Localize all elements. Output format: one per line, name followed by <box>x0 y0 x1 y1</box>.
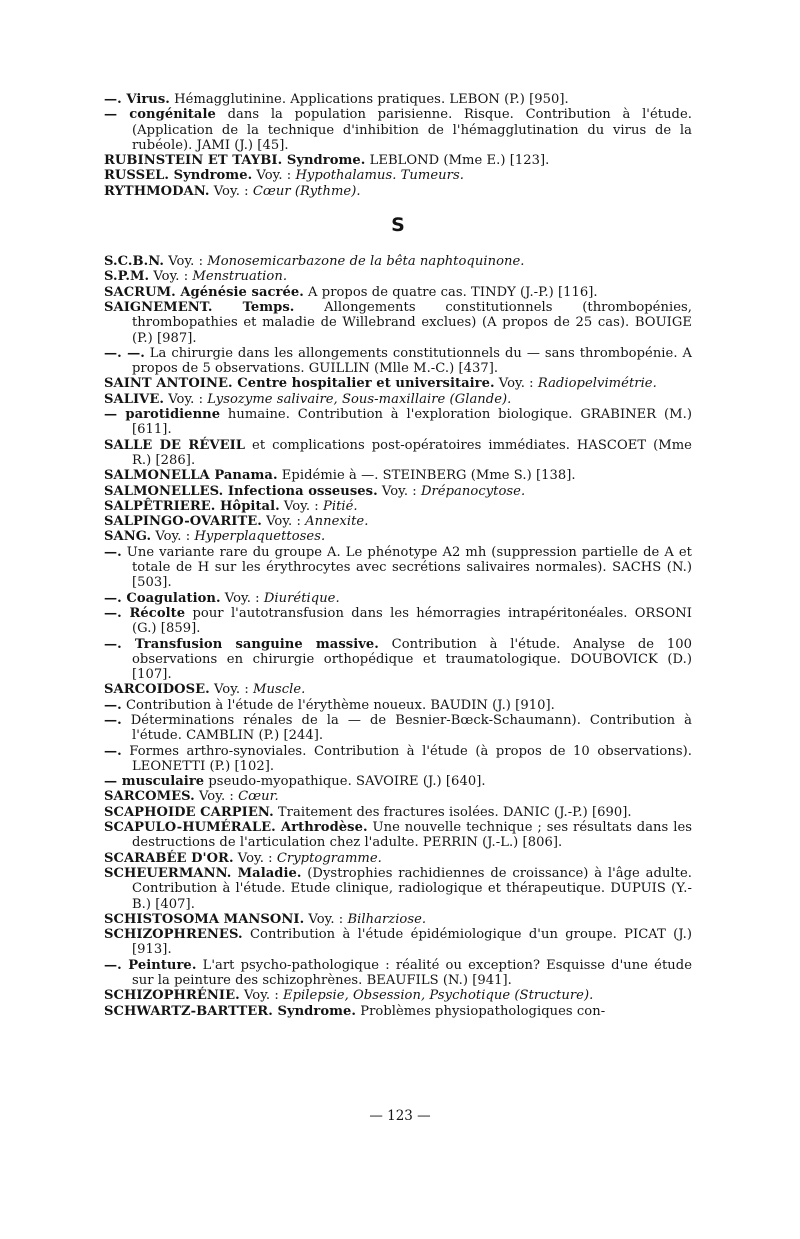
entry-heading: — parotidienne <box>104 407 221 423</box>
entry-heading: RYTHMODAN. <box>104 183 210 199</box>
entry-cross-reference: Annexite. <box>305 514 369 530</box>
index-entry <box>104 637 692 683</box>
entry-text: Déterminations rénales de la — de Besnier-Bœck-Schaumann). Contribution à l'étude. CAMBLIN (P.) [244]. <box>121 712 692 744</box>
entry-text: Voy. : <box>233 850 277 866</box>
index-entry <box>104 514 692 529</box>
entry-heading: RUBINSTEIN ET TAYBI. Syndrome. <box>104 153 366 169</box>
index-entry <box>104 698 692 713</box>
index-entry <box>104 407 692 438</box>
entry-text: Allongements constitutionnels (thrombopénies, thrombopathies et maladie de Willebrand exclues) (A propos de 25 cas). BOUIGE (P.) [987]. <box>132 299 692 346</box>
entry-text: Voy. : <box>209 183 253 199</box>
entry-heading: SCARABÉE D'OR. <box>104 850 234 866</box>
index-entry <box>104 805 692 820</box>
entry-heading: —. <box>104 712 122 728</box>
index-entry <box>104 269 692 284</box>
entry-heading: —. <box>104 544 122 560</box>
index-entry <box>104 346 692 377</box>
index-entry <box>104 438 692 469</box>
entry-text: Voy. : <box>261 514 306 530</box>
index-entry <box>104 484 692 499</box>
entry-cross-reference: Menstruation. <box>192 269 288 285</box>
entry-cross-reference: Radiopelvimétrie. <box>537 376 657 392</box>
index-entry <box>104 168 692 183</box>
index-entry <box>104 789 692 804</box>
entry-text: Voy. : <box>252 168 296 184</box>
entry-text: humaine. Contribution à l'exploration biologique. GRABINER (M.) [611]. <box>132 407 692 438</box>
entries-after-section <box>104 254 692 1019</box>
entry-heading: S.P.M. <box>104 269 150 285</box>
entry-text: Voy. : <box>149 269 193 285</box>
entry-text: Voy. : <box>151 529 195 545</box>
entry-heading: SALIVE. <box>104 391 164 407</box>
entry-heading: SALLE DE RÉVEIL <box>104 437 246 453</box>
entry-cross-reference: Lysozyme salivaire, Sous-maxillaire (Glande). <box>207 391 512 407</box>
index-entry <box>104 744 692 775</box>
entry-text: Contribution à l'étude de l'érythème noueux. BAUDIN (J.) [910]. <box>121 697 555 713</box>
index-entry <box>104 153 692 168</box>
entry-heading: S.C.B.N. <box>104 254 165 270</box>
entry-text: pseudo-myopathique. SAVOIRE (J.) [640]. <box>204 774 486 790</box>
index-entry <box>104 545 692 591</box>
index-entry <box>104 107 692 153</box>
entry-heading: — congénitale <box>104 107 216 123</box>
entry-heading: SACRUM. Agénésie sacrée. <box>104 284 304 300</box>
index-entry <box>104 988 692 1003</box>
entry-text: Problèmes physiopathologiques con- <box>356 1003 606 1019</box>
entries-before-section <box>104 92 692 199</box>
entry-text: Voy. : <box>220 590 264 606</box>
entry-heading: — musculaire <box>104 774 205 790</box>
index-entry <box>104 529 692 544</box>
entry-text: Formes arthro-synoviales. Contribution à l'étude (à propos de 10 observations). LEONETTI (P.) [102]. <box>121 743 692 774</box>
entry-heading: SCHISTOSOMA MANSONI. <box>104 911 305 927</box>
entry-heading: SALMONELLA Panama. <box>104 468 278 484</box>
entry-heading: SANG. <box>104 529 152 545</box>
entry-heading: SAINT ANTOINE. Centre hospitalier et universitaire. <box>104 376 495 392</box>
index-entry <box>104 499 692 514</box>
entry-heading: SARCOMES. <box>104 789 195 805</box>
entry-text: Voy. : <box>494 376 538 392</box>
entry-heading: SCHWARTZ-BARTTER. Syndrome. <box>104 1003 357 1019</box>
index-entry <box>104 392 692 407</box>
index-entry <box>104 376 692 391</box>
entry-text: Voy. : <box>239 988 284 1004</box>
entry-cross-reference: Muscle. <box>253 682 306 698</box>
index-entry <box>104 606 692 637</box>
entry-text: Une variante rare du groupe A. Le phénotype A2 mh (suppression partielle de A et totale de H sur les érythrocytes avec secrétions salivaires normales). SACHS (N.) [503]. <box>121 544 692 591</box>
index-entry <box>104 866 692 912</box>
entry-cross-reference: Bilharziose. <box>347 911 427 927</box>
entry-text: Epidémie à —. STEINBERG (Mme S.) [138]. <box>277 468 576 484</box>
entry-text: Voy. : <box>377 483 421 499</box>
entry-cross-reference: Drépanocytose. <box>420 483 526 499</box>
index-entry <box>104 713 692 744</box>
index-entry <box>104 927 692 958</box>
entry-heading: SALPÊTRIERE. Hôpital. <box>104 498 280 514</box>
entry-text: Voy. : <box>279 498 323 514</box>
entry-cross-reference: Pitié. <box>322 498 358 514</box>
entry-heading: —. <box>104 743 122 759</box>
entry-heading: SALMONELLES. Infectiona osseuses. <box>104 483 378 499</box>
entry-text: (Dystrophies rachidiennes de croissance) à l'âge adulte. Contribution à l'étude. Etude clinique, radiologique et thérapeutique. DUPUIS (Y.-B.) [407]. <box>132 865 692 912</box>
entry-heading: SCAPHOIDE CARPIEN. <box>104 804 274 820</box>
entry-heading: —. Récolte <box>104 605 186 621</box>
page-number: — 123 — <box>369 1108 431 1124</box>
entry-heading: RUSSEL. Syndrome. <box>104 168 253 184</box>
index-entry <box>104 184 692 199</box>
entry-text: A propos de quatre cas. TINDY (J.-P.) [116]. <box>303 284 598 300</box>
entry-text: La chirurgie dans les allongements constitutionnels du — sans thrombopénie. A propos de 5 observations. GUILLIN (Mlle M.-C.) [437]. <box>132 345 692 377</box>
entry-heading: —. Transfusion sanguine massive. <box>104 636 379 652</box>
entry-heading: SAIGNEMENT. Temps. <box>104 299 295 315</box>
index-entry <box>104 1004 692 1019</box>
index-entry <box>104 591 692 606</box>
entry-heading: SCHEUERMANN. Maladie. <box>104 865 302 881</box>
section-letter: S <box>391 214 405 237</box>
index-entry <box>104 285 692 300</box>
index-entry <box>104 958 692 989</box>
entry-text: Contribution à l'étude épidémiologique d'un groupe. PICAT (J.) [913]. <box>132 927 692 958</box>
entry-heading: —. Peinture. <box>104 957 197 973</box>
entry-heading: —. Coagulation. <box>104 590 221 606</box>
entry-text: Voy. : <box>194 789 239 805</box>
entry-heading: —. <box>104 697 122 713</box>
index-page <box>104 92 692 1019</box>
index-entry <box>104 820 692 851</box>
entry-text: Une nouvelle technique ; ses résultats dans les destructions de l'articulation chez l'adulte. PERRIN (J.-L.) [806]. <box>132 820 693 851</box>
entry-heading: —. Virus. <box>104 92 170 107</box>
entry-text: Traitement des fractures isolées. DANIC (J.-P.) [690]. <box>273 804 632 820</box>
entry-text: Voy. : <box>209 682 254 698</box>
entry-cross-reference: Cryptogramme. <box>276 850 382 866</box>
entry-text: LEBLOND (Mme E.) [123]. <box>365 153 550 169</box>
index-entry <box>104 468 692 483</box>
entry-text: Hémagglutinine. Applications pratiques. LEBON (P.) [950]. <box>169 92 569 107</box>
entry-text: pour l'autotransfusion dans les hémorragies intrapéritonéales. ORSONI (G.) [859]. <box>132 605 692 637</box>
entry-text: Voy. : <box>304 911 348 927</box>
index-entry <box>104 851 692 866</box>
entry-cross-reference: Cœur. <box>238 789 279 805</box>
entry-text: Voy. : <box>164 254 208 270</box>
entry-cross-reference: Cœur (Rythme). <box>252 183 361 199</box>
entry-text: L'art psycho-pathologique : réalité ou exception? Esquisse d'une étude sur la peinture des schizophrènes. BEAUFILS (N.) [941]. <box>132 957 692 989</box>
entry-cross-reference: Monosemicarbazone de la bêta naphtoquinone. <box>207 254 525 270</box>
index-entry <box>104 774 692 789</box>
entry-cross-reference: Diurétique. <box>263 590 340 606</box>
entry-cross-reference: Hypothalamus. Tumeurs. <box>295 168 464 184</box>
entry-heading: SCHIZOPHRENES. <box>104 927 243 943</box>
index-entry <box>104 682 692 697</box>
entry-text: Contribution à l'étude. Analyse de 100 observations en chirurgie orthopédique et traumatologique. DOUBOVICK (D.) [107]. <box>132 636 692 683</box>
entry-heading: SARCOIDOSE. <box>104 682 210 698</box>
entry-cross-reference: Hyperplaquettoses. <box>194 529 326 545</box>
entry-heading: SALPINGO-OVARITE. <box>104 514 262 530</box>
index-entry <box>104 912 692 927</box>
entry-text: Voy. : <box>164 391 208 407</box>
entry-text: dans la population parisienne. Risque. Contribution à l'étude. (Application de la technique d'inhibition de l'hémagglutination du virus de la rubéole). JAMI (J.) [45]. <box>132 107 692 153</box>
entry-text: et complications post-opératoires immédiates. HASCOET (Mme R.) [286]. <box>132 437 692 468</box>
entry-heading: —. —. <box>104 345 145 361</box>
entry-cross-reference: Epilepsie, Obsession, Psychotique (Structure). <box>283 988 594 1004</box>
index-entry <box>104 92 692 107</box>
entry-heading: SCAPULO-HUMÉRALE. Arthrodèse. <box>104 820 368 836</box>
index-entry <box>104 300 692 346</box>
index-entry <box>104 254 692 269</box>
entry-heading: SCHIZOPHRÉNIE. <box>104 988 240 1004</box>
